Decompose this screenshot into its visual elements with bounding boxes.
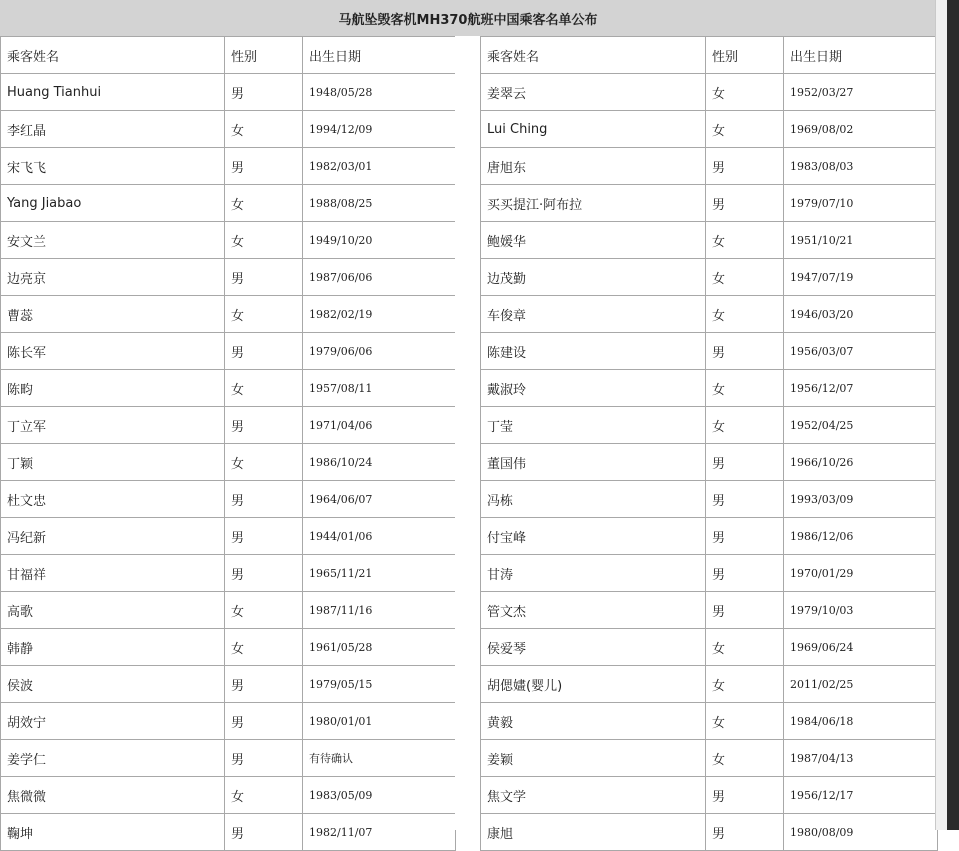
passenger-name-cell: 丁立军 bbox=[1, 407, 225, 444]
table-row bbox=[481, 222, 938, 259]
table-row bbox=[481, 740, 938, 777]
header-gender: 性别 bbox=[225, 37, 303, 74]
passenger-name-cell: Huang Tianhui bbox=[1, 74, 225, 111]
passenger-name-cell: 姜颖 bbox=[481, 740, 706, 777]
passenger-name-cell: 管文杰 bbox=[481, 592, 706, 629]
gender-cell: 女 bbox=[706, 259, 784, 296]
birth-date-cell: 1987/11/16 bbox=[303, 592, 456, 629]
gender-cell: 女 bbox=[225, 222, 303, 259]
gender-cell: 女 bbox=[706, 222, 784, 259]
gender-cell: 女 bbox=[706, 703, 784, 740]
passenger-name-cell: 胡偲嫿(婴儿) bbox=[481, 666, 706, 703]
gender-cell: 男 bbox=[225, 814, 303, 851]
table-row bbox=[1, 111, 456, 148]
passenger-name-cell: 冯纪新 bbox=[1, 518, 225, 555]
table-row bbox=[1, 740, 456, 777]
passenger-name-cell: 胡效宁 bbox=[1, 703, 225, 740]
passenger-name-cell: 唐旭东 bbox=[481, 148, 706, 185]
table-row bbox=[1, 407, 456, 444]
birth-date-cell: 1965/11/21 bbox=[303, 555, 456, 592]
passenger-name-cell: 董国伟 bbox=[481, 444, 706, 481]
gender-cell: 女 bbox=[706, 407, 784, 444]
header-birth-date: 出生日期 bbox=[784, 37, 938, 74]
gender-cell: 男 bbox=[225, 148, 303, 185]
table-gap bbox=[455, 36, 480, 830]
gender-cell: 女 bbox=[706, 370, 784, 407]
gender-cell: 男 bbox=[706, 518, 784, 555]
gender-cell: 女 bbox=[706, 666, 784, 703]
birth-date-cell: 1986/12/06 bbox=[784, 518, 938, 555]
table-row bbox=[481, 444, 938, 481]
gender-cell: 女 bbox=[225, 444, 303, 481]
gender-cell: 女 bbox=[225, 296, 303, 333]
birth-date-cell: 1984/06/18 bbox=[784, 703, 938, 740]
header-birth-date: 出生日期 bbox=[303, 37, 456, 74]
gender-cell: 男 bbox=[706, 148, 784, 185]
passenger-name-cell: 陈长军 bbox=[1, 333, 225, 370]
passenger-name-cell: 付宝峰 bbox=[481, 518, 706, 555]
table-row bbox=[481, 629, 938, 666]
birth-date-cell: 1987/06/06 bbox=[303, 259, 456, 296]
gender-cell: 女 bbox=[225, 111, 303, 148]
table-row bbox=[1, 444, 456, 481]
birth-date-cell: 1971/04/06 bbox=[303, 407, 456, 444]
passenger-name-cell: 黄毅 bbox=[481, 703, 706, 740]
table-row bbox=[1, 296, 456, 333]
birth-date-cell: 1993/03/09 bbox=[784, 481, 938, 518]
table-row bbox=[481, 74, 938, 111]
birth-date-cell: 1979/07/10 bbox=[784, 185, 938, 222]
passenger-name-cell: 侯爱琴 bbox=[481, 629, 706, 666]
table-row bbox=[1, 148, 456, 185]
passenger-name-cell: 丁颖 bbox=[1, 444, 225, 481]
table-header-row bbox=[1, 37, 456, 74]
passenger-name-cell: 高歌 bbox=[1, 592, 225, 629]
birth-date-cell: 1952/04/25 bbox=[784, 407, 938, 444]
passenger-name-cell: 曹蕊 bbox=[1, 296, 225, 333]
birth-date-cell: 1983/05/09 bbox=[303, 777, 456, 814]
gender-cell: 男 bbox=[225, 333, 303, 370]
passenger-name-cell: Yang Jiabao bbox=[1, 185, 225, 222]
passenger-name-cell: 焦文学 bbox=[481, 777, 706, 814]
birth-date-cell: 1947/07/19 bbox=[784, 259, 938, 296]
table-row bbox=[481, 333, 938, 370]
birth-date-cell: 2011/02/25 bbox=[784, 666, 938, 703]
table-row bbox=[481, 185, 938, 222]
birth-date-cell: 1986/10/24 bbox=[303, 444, 456, 481]
gender-cell: 男 bbox=[225, 481, 303, 518]
table-row bbox=[481, 370, 938, 407]
gender-cell: 男 bbox=[225, 703, 303, 740]
header-passenger-name: 乘客姓名 bbox=[481, 37, 706, 74]
birth-date-cell: 1956/12/17 bbox=[784, 777, 938, 814]
gender-cell: 男 bbox=[706, 444, 784, 481]
gender-cell: 男 bbox=[706, 333, 784, 370]
passenger-name-cell: 姜翠云 bbox=[481, 74, 706, 111]
passenger-name-cell: 宋飞飞 bbox=[1, 148, 225, 185]
gender-cell: 男 bbox=[225, 518, 303, 555]
gender-cell: 女 bbox=[706, 111, 784, 148]
birth-date-cell: 1956/12/07 bbox=[784, 370, 938, 407]
birth-date-cell: 1979/06/06 bbox=[303, 333, 456, 370]
table-row bbox=[1, 370, 456, 407]
passenger-name-cell: 边亮京 bbox=[1, 259, 225, 296]
table-row bbox=[481, 592, 938, 629]
passenger-name-cell: 李红晶 bbox=[1, 111, 225, 148]
passenger-name-cell: 甘涛 bbox=[481, 555, 706, 592]
gender-cell: 女 bbox=[225, 185, 303, 222]
gender-cell: 男 bbox=[706, 777, 784, 814]
table-row bbox=[481, 777, 938, 814]
table-row bbox=[1, 185, 456, 222]
table-row bbox=[1, 481, 456, 518]
left-table-body bbox=[1, 74, 456, 851]
table-row bbox=[1, 259, 456, 296]
birth-date-cell: 1964/06/07 bbox=[303, 481, 456, 518]
table-row bbox=[481, 148, 938, 185]
table-row bbox=[1, 222, 456, 259]
table-row bbox=[481, 814, 938, 851]
table-row bbox=[481, 555, 938, 592]
table-row bbox=[1, 666, 456, 703]
right-table-body bbox=[481, 74, 938, 851]
table-row bbox=[481, 703, 938, 740]
passenger-name-cell: 康旭 bbox=[481, 814, 706, 851]
table-row bbox=[1, 777, 456, 814]
birth-date-cell: 1980/01/01 bbox=[303, 703, 456, 740]
gender-cell: 男 bbox=[706, 592, 784, 629]
birth-date-cell: 1961/05/28 bbox=[303, 629, 456, 666]
passenger-name-cell: 戴淑玲 bbox=[481, 370, 706, 407]
table-row bbox=[481, 259, 938, 296]
birth-date-cell: 1970/01/29 bbox=[784, 555, 938, 592]
passenger-name-cell: 陈畇 bbox=[1, 370, 225, 407]
birth-date-cell: 1957/08/11 bbox=[303, 370, 456, 407]
birth-date-cell: 1982/02/19 bbox=[303, 296, 456, 333]
gender-cell: 女 bbox=[706, 740, 784, 777]
passenger-name-cell: 鲍媛华 bbox=[481, 222, 706, 259]
gender-cell: 男 bbox=[225, 74, 303, 111]
passenger-name-cell: 车俊章 bbox=[481, 296, 706, 333]
table-header-row bbox=[481, 37, 938, 74]
passenger-name-cell: 边茂勤 bbox=[481, 259, 706, 296]
birth-date-cell: 1951/10/21 bbox=[784, 222, 938, 259]
table-row bbox=[1, 592, 456, 629]
gender-cell: 男 bbox=[225, 407, 303, 444]
gender-cell: 男 bbox=[706, 185, 784, 222]
birth-date-cell: 1983/08/03 bbox=[784, 148, 938, 185]
birth-date-cell: 1979/05/15 bbox=[303, 666, 456, 703]
page-title: 马航坠毁客机MH370航班中国乘客名单公布 bbox=[0, 0, 936, 37]
birth-date-cell: 1956/03/07 bbox=[784, 333, 938, 370]
birth-date-cell: 1980/08/09 bbox=[784, 814, 938, 851]
birth-date-cell: 1949/10/20 bbox=[303, 222, 456, 259]
passenger-name-cell: 焦微微 bbox=[1, 777, 225, 814]
gender-cell: 女 bbox=[706, 296, 784, 333]
gender-cell: 女 bbox=[706, 74, 784, 111]
table-row bbox=[481, 407, 938, 444]
passenger-name-cell: 韩静 bbox=[1, 629, 225, 666]
table-row bbox=[1, 518, 456, 555]
gender-cell: 男 bbox=[225, 666, 303, 703]
table-row bbox=[481, 666, 938, 703]
birth-date-cell: 1966/10/26 bbox=[784, 444, 938, 481]
gender-cell: 男 bbox=[706, 555, 784, 592]
gender-cell: 女 bbox=[706, 629, 784, 666]
gender-cell: 男 bbox=[225, 740, 303, 777]
passenger-name-cell: 甘福祥 bbox=[1, 555, 225, 592]
table-row bbox=[481, 296, 938, 333]
header-gender: 性别 bbox=[706, 37, 784, 74]
passenger-name-cell: 买买提江·阿布拉 bbox=[481, 185, 706, 222]
gender-cell: 女 bbox=[225, 777, 303, 814]
passenger-name-cell: 侯波 bbox=[1, 666, 225, 703]
passenger-name-cell: Lui Ching bbox=[481, 111, 706, 148]
birth-date-cell: 1994/12/09 bbox=[303, 111, 456, 148]
birth-date-cell: 有待确认 bbox=[303, 740, 456, 777]
gender-cell: 女 bbox=[225, 592, 303, 629]
gender-cell: 男 bbox=[706, 814, 784, 851]
birth-date-cell: 1948/05/28 bbox=[303, 74, 456, 111]
birth-date-cell: 1969/06/24 bbox=[784, 629, 938, 666]
birth-date-cell: 1969/08/02 bbox=[784, 111, 938, 148]
table-row bbox=[1, 555, 456, 592]
passenger-name-cell: 鞠坤 bbox=[1, 814, 225, 851]
birth-date-cell: 1982/11/07 bbox=[303, 814, 456, 851]
table-row bbox=[1, 703, 456, 740]
header-passenger-name: 乘客姓名 bbox=[1, 37, 225, 74]
table-row bbox=[1, 333, 456, 370]
table-row bbox=[1, 814, 456, 851]
table-row bbox=[481, 518, 938, 555]
passenger-name-cell: 姜学仁 bbox=[1, 740, 225, 777]
gender-cell: 女 bbox=[225, 370, 303, 407]
birth-date-cell: 1944/01/06 bbox=[303, 518, 456, 555]
passenger-table-right bbox=[480, 36, 938, 851]
birth-date-cell: 1987/04/13 bbox=[784, 740, 938, 777]
birth-date-cell: 1979/10/03 bbox=[784, 592, 938, 629]
table-row bbox=[1, 629, 456, 666]
birth-date-cell: 1946/03/20 bbox=[784, 296, 938, 333]
gender-cell: 男 bbox=[225, 555, 303, 592]
birth-date-cell: 1982/03/01 bbox=[303, 148, 456, 185]
passenger-name-cell: 冯栋 bbox=[481, 481, 706, 518]
birth-date-cell: 1988/08/25 bbox=[303, 185, 456, 222]
table-row bbox=[1, 74, 456, 111]
gender-cell: 男 bbox=[706, 481, 784, 518]
passenger-name-cell: 安文兰 bbox=[1, 222, 225, 259]
gender-cell: 女 bbox=[225, 629, 303, 666]
table-row bbox=[481, 111, 938, 148]
gender-cell: 男 bbox=[225, 259, 303, 296]
passenger-name-cell: 丁莹 bbox=[481, 407, 706, 444]
table-row bbox=[481, 481, 938, 518]
birth-date-cell: 1952/03/27 bbox=[784, 74, 938, 111]
scrollbar-thumb[interactable] bbox=[947, 0, 959, 830]
passenger-name-cell: 杜文忠 bbox=[1, 481, 225, 518]
passenger-table-left bbox=[0, 36, 456, 851]
passenger-name-cell: 陈建设 bbox=[481, 333, 706, 370]
